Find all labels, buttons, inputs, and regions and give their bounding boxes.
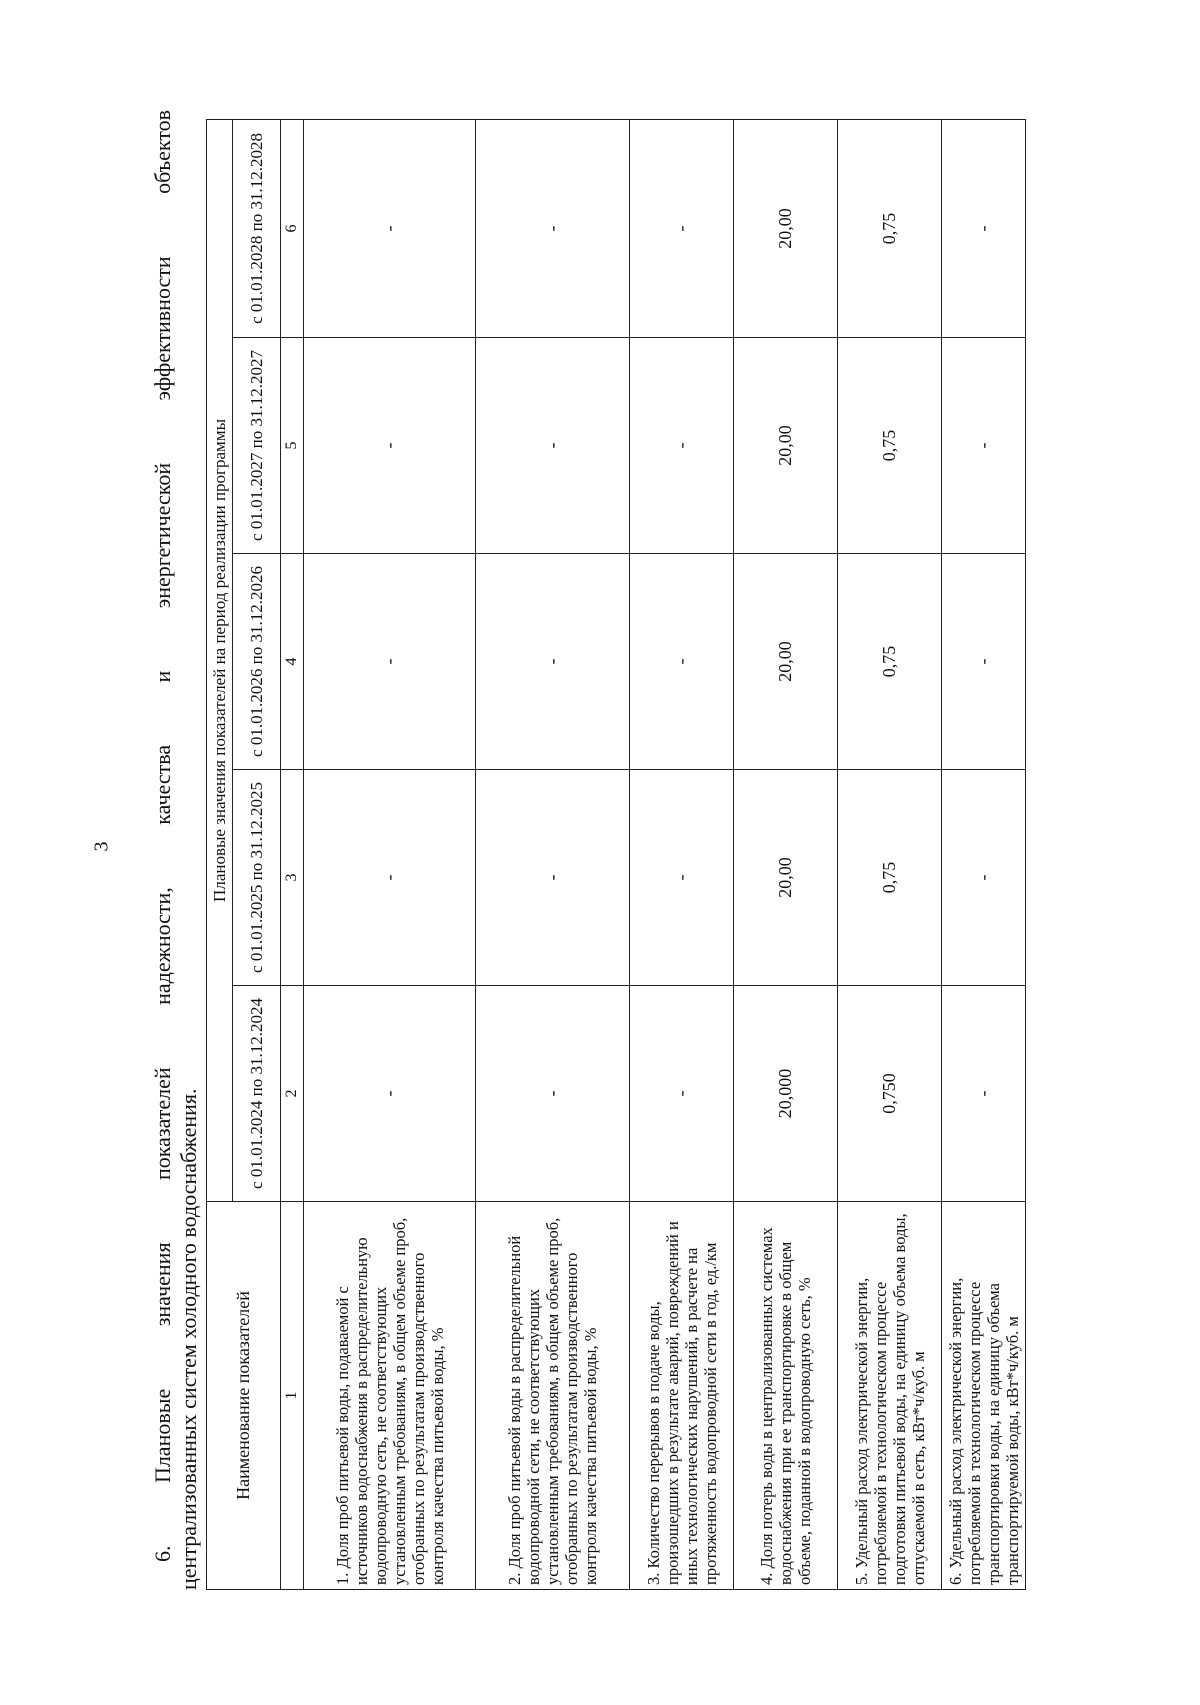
indicator-value: - [630,338,734,554]
indicator-name: 1. Доля проб питьевой воды, подаваемой с источников водоснабжения в распределительную водопроводную сеть, не соответствующих установленным требованиям, в общем объеме проб, отобранных по результатам производственного контроля качества питьевой воды, % [304,1202,476,1590]
column-number: 6 [281,119,304,337]
indicator-value: - [630,554,734,770]
indicator-name: 6. Удельный расход электрической энергии, потребляемой в технологическом процессе транспортировки воды, на единицу объема транспортируемой воды, кВт*ч/куб. м [942,1202,1026,1590]
indicator-name: 2. Доля проб питьевой воды в распределительной водопроводной сети, не соответствующих установленным требованиям, в общем объеме проб, отобранных по результатам производственного контроля качества питьевой воды, % [476,1202,630,1590]
indicator-value: 0,750 [838,986,942,1202]
table-row [630,119,734,1589]
indicator-value: - [304,986,476,1202]
page-number: 3 [90,841,113,852]
indicator-value: - [476,554,630,770]
indicator-value: - [942,338,1026,554]
column-number: 2 [281,986,304,1202]
indicator-name: 3. Количество перерывов в подаче воды, произошедших в результате аварий, повреждений и иных технологических нарушений, в расчете на протяженность водопроводной сети в год, ед./км [630,1202,734,1590]
table-row [838,119,942,1589]
indicator-value: 20,000 [734,986,838,1202]
indicator-value: - [476,986,630,1202]
heading-line-2: централизованных систем холодного водоснабжения. [176,1088,201,1590]
indicator-value: 0,75 [838,338,942,554]
indicator-value: 0,75 [838,119,942,337]
indicator-value: 20,00 [734,119,838,337]
name-column-header: Наименование показателей [207,1202,281,1590]
indicator-value: 0,75 [838,554,942,770]
indicator-value: 0,75 [838,770,942,986]
indicator-value: - [476,119,630,337]
indicator-value: - [942,986,1026,1202]
indicator-value: - [476,338,630,554]
indicator-value: - [304,554,476,770]
period-header: с 01.01.2026 по 31.12.2026 [233,554,281,770]
period-header: с 01.01.2028 по 31.12.2028 [233,119,281,337]
indicator-value: - [942,119,1026,337]
period-header: с 01.01.2027 по 31.12.2027 [233,338,281,554]
table-row [734,119,838,1589]
period-header: с 01.01.2024 по 31.12.2024 [233,986,281,1202]
table-row [476,119,630,1589]
plan-values-group-header: Плановые значения показателей на период реализации программы [207,119,233,1201]
period-header: с 01.01.2025 по 31.12.2025 [233,770,281,986]
indicator-name: 5. Удельный расход электрической энергии, потребляемой в технологическом процессе подготовки питьевой воды, на единицу объема воды, отпускаемой в сеть, кВт*ч/куб. м [838,1202,942,1590]
column-number: 4 [281,554,304,770]
indicator-value: 20,00 [734,770,838,986]
indicators-table [206,119,1026,1590]
section-heading [150,110,202,1590]
indicator-value: - [942,770,1026,986]
column-number: 5 [281,338,304,554]
indicator-name: 4. Доля потерь воды в централизованных системах водоснабжения при ее транспортировке в общем объеме, поданной в водопроводную сеть, % [734,1202,838,1590]
indicator-value: - [304,338,476,554]
column-number: 3 [281,770,304,986]
indicator-value: - [304,770,476,986]
indicator-value: 20,00 [734,338,838,554]
table-row [304,119,476,1589]
rotated-page-content [150,110,1050,1590]
indicator-value: - [630,986,734,1202]
table-row [942,119,1026,1589]
indicator-value: - [942,554,1026,770]
indicator-value: - [630,770,734,986]
indicator-value: - [630,119,734,337]
column-number: 1 [281,1202,304,1590]
indicator-value: - [476,770,630,986]
heading-line-1: 6. Плановые значения показателей надежности, качества и энергетической эффективности объектов [150,110,175,1562]
indicator-value: - [304,119,476,337]
indicator-value: 20,00 [734,554,838,770]
